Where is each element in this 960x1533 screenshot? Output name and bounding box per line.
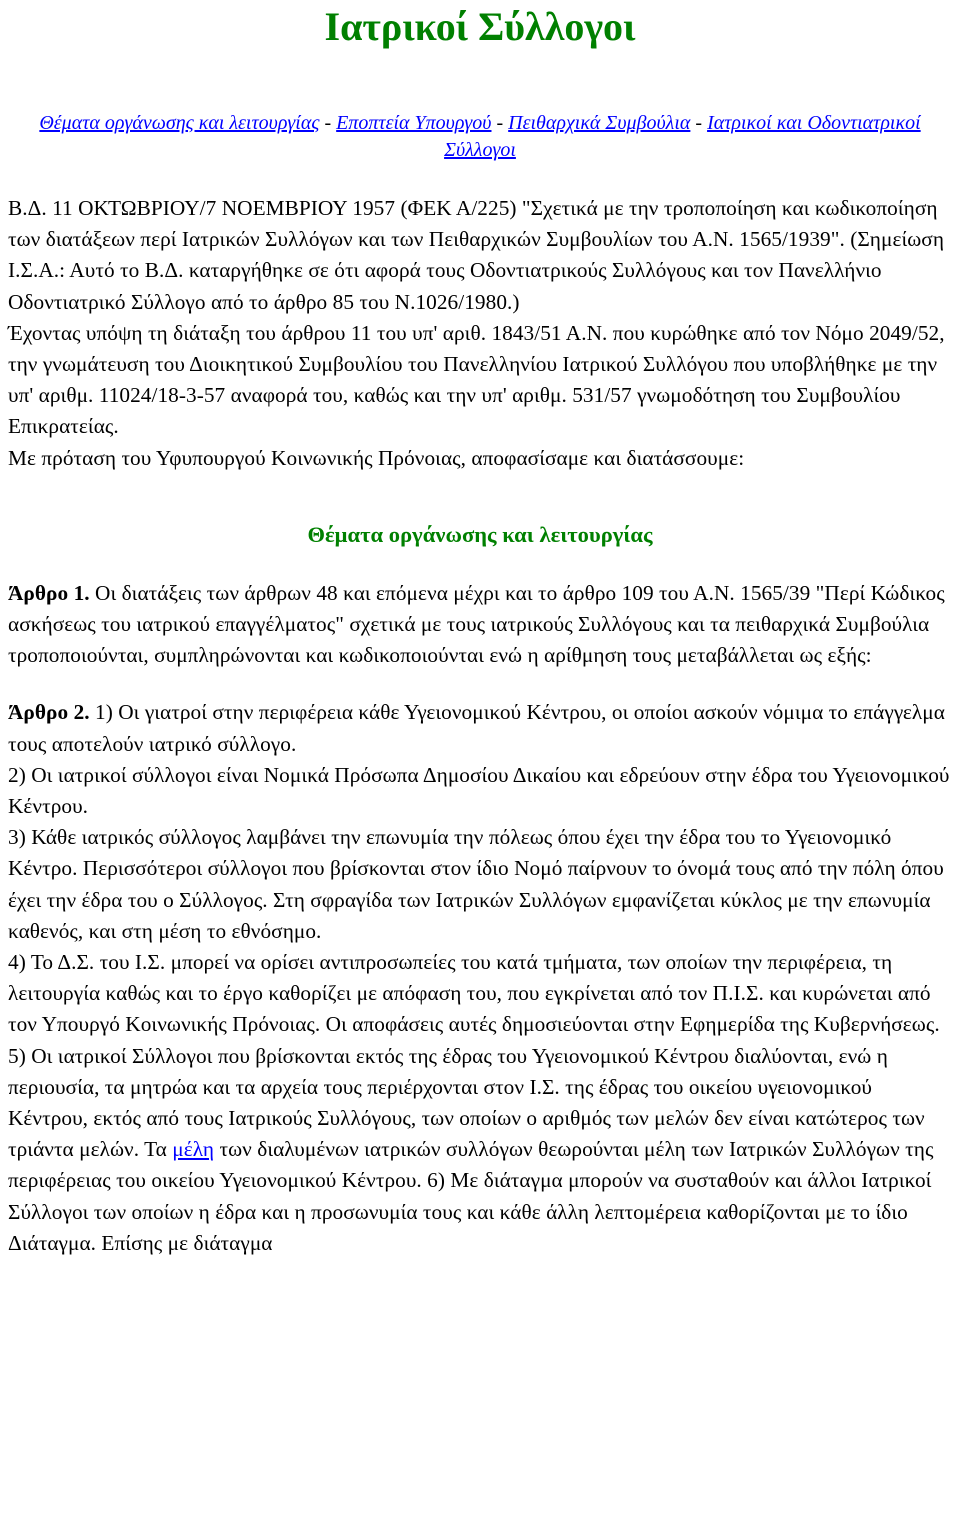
nav-link-organization[interactable]: Θέματα οργάνωσης και λειτουργίας [39,112,320,134]
article-2-label: Άρθρο 2. [8,700,90,725]
article-1 [8,578,952,672]
nav-link-associations[interactable]: Ιατρικοί και Οδοντιατρικοί Σύλλογοι [444,112,921,161]
nav-separator: - [690,112,708,134]
section-heading: Θέματα οργάνωσης και λειτουργίας [307,521,653,547]
members-link[interactable]: μέλη [172,1137,215,1162]
intro-paragraph-considering: Έχοντας υπόψη τη διάταξη του άρθρου 11 του υπ' αριθ. 1843/51 Α.Ν. που κυρώθηκε από τον Νόμο 2049/52, την γνωμάτευση του Διοικητικού Συμβουλίου του Πανελληνίου Ιατρικού Συλλόγου που υποβλήθηκε με την υπ' αριθμ. 11024/18-3-57 αναφορά του, καθώς και την υπ' αριθμ. 531/57 γνωμοδότηση του Συμβουλίου Επικρατείας. [8,320,945,439]
article-2-para-4: 4) Το Δ.Σ. του Ι.Σ. μπορεί να ορίσει αντιπροσωπείες του κατά τμήματα, των οποίων την περιφέρεια, τη λειτουργία καθώς και το έργο καθορίζει με απόφαση του, που εγκρίνεται από τον Π.Ι.Σ. και κυρώνεται από τον Υπουργό Κοινωνικής Πρόνοιας. Οι αποφάσεις αυτές δημοσιεύονται στην Εφημερίδα της Κυβερνήσεως. [8,950,940,1037]
intro-paragraph-proposal: Με πρόταση του Υφυπουργού Κοινωνικής Πρόνοιας, αποφασίσαμε και διατάσσουμε: [8,445,745,470]
breadcrumb-nav [8,110,952,164]
article-2-para-3: 3) Κάθε ιατρικός σύλλογος λαμβάνει την επωνυμία την πόλεως όπου έχει την έδρα του το Υγειονομικό Κέντρο. Περισσότεροι σύλλογοι που βρίσκονται στον ίδιο Νομό παίρνουν το όνομά τους από την πόλη όπου έχει την έδρα του ο Σύλλογος. Στη σφραγίδα των Ιατρικών Συλλόγων εμφανίζεται κύκλος με την επωνυμία καθενός, και στη μέση το εθνόσημο. [8,825,944,943]
article-2-para-1 [8,697,952,759]
article-2-para-5 [8,1041,952,1259]
intro-paragraph-decree: Β.Δ. 11 ΟΚΤΩΒΡΙΟΥ/7 ΝΟΕΜΒΡΙΟΥ 1957 (ΦΕΚ Α/225) "Σχετικά με την τροποποίηση και κωδικοποίηση των διατάξεων περί Ιατρικών Συλλόγων και των Πειθαρχικών Συμβουλίων του Α.Ν. 1565/1939". (Σημείωση Ι.Σ.Α.: Αυτό το Β.Δ. καταργήθηκε σε ότι αφορά τους Οδοντιατρικούς Συλλόγους και τον Πανελλήνιο Οδοντιατρικό Σύλλογο από το άρθρο 85 του Ν.1026/1980.) [8,196,945,314]
article-2-para-2: 2) Οι ιατρικοί σύλλογοι είναι Νομικά Πρόσωπα Δημοσίου Δικαίου και εδρεύουν στην έδρα του Υγειονομικού Κέντρου. [8,762,950,819]
article-1-label: Άρθρο 1. [8,580,90,605]
article-2-text-1: 1) Οι γιατροί στην περιφέρεια κάθε Υγειονομικού Κέντρου, οι οποίοι ασκούν νόμιμα το επάγγελμα τους αποτελούν ιατρικό σύλλογο. [8,700,945,756]
nav-separator: - [491,112,509,134]
article-2-text-5a: 5) Οι ιατρικοί Σύλλογοι που βρίσκονται εκτός της έδρας του Υγειονομικού Κέντρου διαλύονται, ενώ η περιουσία, τα μητρώα και τα αρχεία τους περιέρχονται στον Ι.Σ. της έδρας του οικείου υγειονομικού Κέντρου, εκτός από τους Ιατρικούς Συλλόγους, των οποίων ο αριθμός των μελών δεν είναι κατώτερος των τριάντα μελών. Τα [8,1043,925,1162]
document-body [8,193,952,1259]
nav-separator: - [319,112,337,134]
article-1-text: Οι διατάξεις των άρθρων 48 και επόμενα μέχρι και το άρθρο 109 του Α.Ν. 1565/39 "Περί Κώδικος ασκήσεως του ιατρικού επαγγέλματος" σχετικά με τους ιατρικούς Συλλόγους και τα πειθαρχικά Συμβούλια τροποποιούνται, συμπληρώνονται και κωδικοποιούνται ενώ η αρίθμηση τους μεταβάλλεται ως εξής: [8,580,945,668]
nav-link-supervision[interactable]: Εποπτεία Υπουργού [336,112,492,134]
article-2-text-5b: των διαλυμένων ιατρικών συλλόγων θεωρούνται μέλη των Ιατρικών Συλλόγων της περιφέρειας του οικείου Υγειονομικού Κέντρου. 6) Με διάταγμα μπορούν να συσταθούν και άλλοι Ιατρικοί Σύλλογοι των οποίων η έδρα και η προσωνυμία τους και κάθε άλλη λεπτομέρεια καθορίζονται με το ίδιο Διάταγμα. Επίσης με διάταγμα [8,1137,934,1255]
page-title: Ιατρικοί Σύλλογοι [324,4,636,49]
nav-link-disciplinary[interactable]: Πειθαρχικά Συμβούλια [508,112,691,134]
